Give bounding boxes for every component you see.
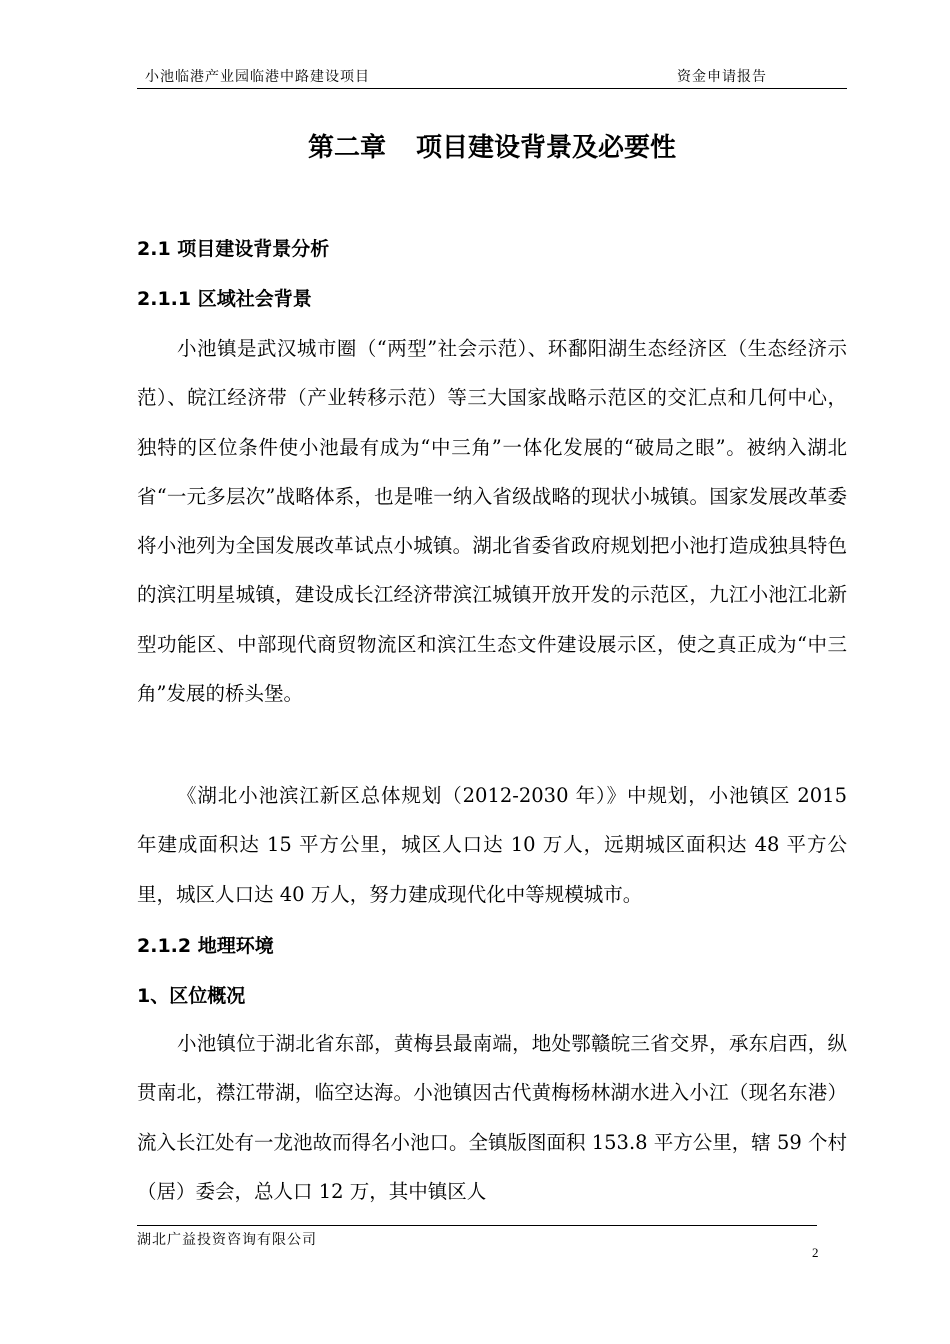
chapter-number: 第二章: [307, 133, 386, 163]
section-heading-2-1: 2.1 项目建设背景分析: [137, 238, 330, 260]
header-project-name: 小池临港产业园临港中路建设项目: [145, 69, 370, 85]
page-number: 2: [812, 1245, 819, 1260]
page-header: [137, 66, 847, 89]
paragraph-social-background: 小池镇是武汉城市圈（“两型”社会示范）、环鄱阳湖生态经济区（生态经济示范）、皖江经济带（产业转移示范）等三大国家战略示范区的交汇点和几何中心，独特的区位条件使小池最有成为“中三角”一体化发展的“破局之眼”。被纳入湖北省“一元多层次”战略体系，也是唯一纳入省级战略的现状小城镇。国家发展改革委将小池列为全国发展改革试点小城镇。湖北省委省政府规划把小池打造成独具特色的滨江明星城镇，建设成长江经济带滨江城镇开放开发的示范区，九江小池江北新型功能区、中部现代商贸物流区和滨江生态文件建设展示区，使之真正成为“中三角”发展的桥头堡。: [137, 337, 847, 706]
header-report-type: 资金申请报告: [677, 69, 767, 85]
subheading-location: 1、区位概况: [137, 985, 246, 1007]
section-heading-2-1-2: 2.1.2 地理环境: [137, 935, 274, 957]
paragraph-location-overview: 小池镇位于湖北省东部，黄梅县最南端，地处鄂赣皖三省交界，承东启西，纵贯南北，襟江带湖，临空达海。小池镇因古代黄梅杨林湖水进入小江（现名东港）流入长江处有一龙池故而得名小池口。全镇版图面积 153.8 平方公里，辖 59 个村（居）委会，总人口 12 万，其中镇区人: [137, 1032, 847, 1203]
footer-divider: [137, 1225, 817, 1226]
chapter-name: 项目建设背景及必要性: [416, 133, 677, 163]
footer-company: 湖北广益投资咨询有限公司: [137, 1232, 317, 1248]
section-heading-2-1-1: 2.1.1 区域社会背景: [137, 288, 312, 310]
paragraph-master-plan: 《湖北小池滨江新区总体规划（2012-2030 年）》中规划，小池镇区 2015 年建成面积达 15 平方公里，城区人口达 10 万人，远期城区面积达 48 平方公里，城区人口达 40 万人，努力建成现代化中等规模城市。: [137, 784, 847, 906]
chapter-title: [137, 128, 847, 168]
